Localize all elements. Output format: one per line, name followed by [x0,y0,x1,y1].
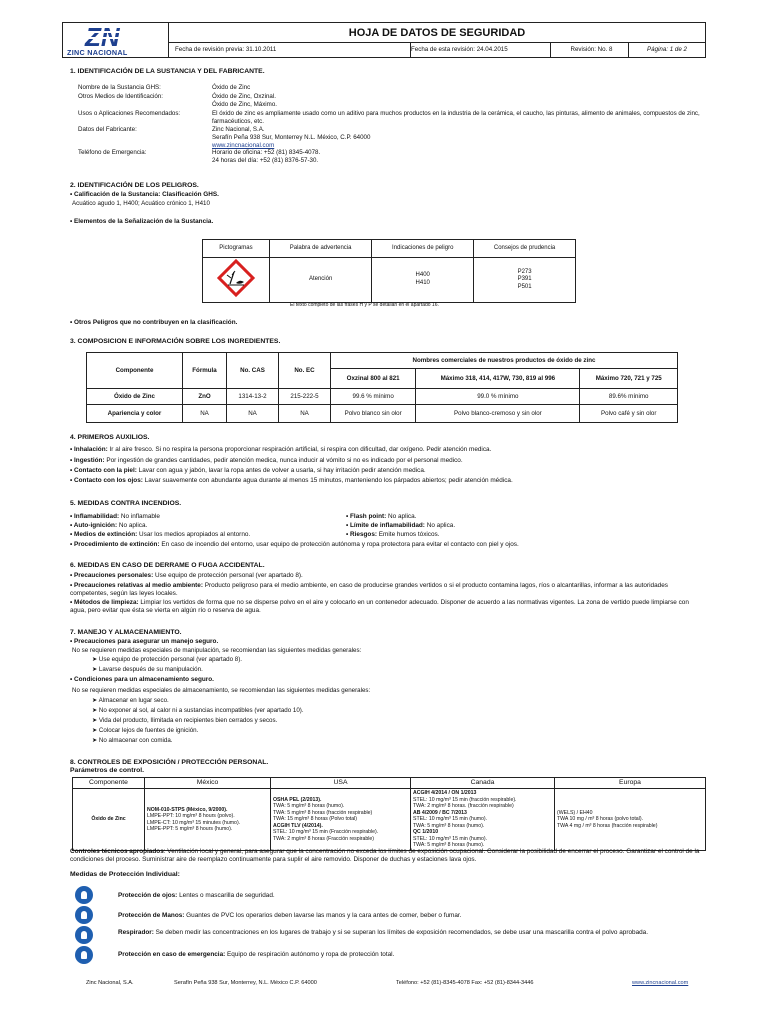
s2-classification-text: Acuático agudo 1, H400; Acuático crónico 1, H410 [72,200,210,207]
fire-item [346,531,440,539]
hazard-statements [372,258,474,303]
section-8-title: 8. CONTROLES DE EXPOSICIÓN / PROTECCIÓN PERSONAL. [70,759,269,766]
limit-line: TWA: 5 mg/m³ 8 horas (humo). [273,803,345,810]
respirator-icon [75,926,93,944]
limit-line: (WELS) / EH40 [557,809,593,816]
footer-address: Serafín Peña 938 Sur, Monterrey, N.L. México C.P. 64000 [174,980,317,986]
th-europe: Europa [555,778,706,789]
first-aid-text: Por ingestión de grandes cantidades, pedir atención medica, nunca inducir al vómito si no es indicado por el personal medico. [104,457,463,464]
section-7-title: 7. MANEJO Y ALMACENAMIENTO. [70,629,182,636]
limit-line: ACGIH 4/2014 / ON 1/2013 [413,790,477,797]
s2-bullet-classification: • Calificación de la Sustancia: Clasificación GHS. [70,191,219,199]
footer-website[interactable] [632,980,688,987]
s2-bullet-other-hazards: • Otros Peligros que no contribuyen en la clasificación. [70,319,237,327]
s1-value: Zinc Nacional, S.A. [212,126,265,133]
ppe-item [118,912,698,920]
s1-value: Óxido de Zinc, Oxzinal. [212,93,276,100]
ppe-text: Lentes o mascarilla de seguridad. [177,892,275,899]
eye-protection-icon [75,886,93,904]
limit-line: STEL: 10 mg/m³ 15 min (Fracción respirable). [273,829,379,836]
section-4-title: 4. PRIMEROS AUXILIOS. [70,434,150,441]
fire-label: Riesgos: [350,531,378,538]
limit-line: LMPE-CT: 10 mg/m³ 15 minutes (humo). [147,819,241,826]
table-cell: Polvo blanco-cremoso y sin olor [416,405,580,423]
table-cell: 99.6 % mínimo [331,389,416,405]
precautionary-statements [474,258,576,303]
hand-protection-icon [75,906,93,924]
storage-bullet: • Condiciones para un almacenamiento seguro. [70,676,214,684]
th-product-3: Máximo 720, 721 y 725 [580,369,678,389]
th-trade-names: Nombres comerciales de nuestros productos de óxido de zinc [331,353,678,369]
fire-label: Medios de extinción: [74,531,138,538]
ppe-item [118,929,698,937]
ppe-text: Guantes de PVC los operarios deben lavarse las manos y la cara antes de comer, beber o fumar. [184,912,462,919]
first-aid-item [70,446,491,454]
limit-line: STEL: 10 mg/m³ 15 min (fracción respirable). [413,796,517,803]
section-8-subtitle: Parámetros de control. [70,767,145,774]
spill-text: Producto peligroso para el medio ambiente, en caso de producirse grandes vertidos o si el producto contamina lagos, ríos o alcantarillas, informar a las autoridades competentes, según las leyes locales. [70,582,668,597]
th-formula: Fórmula [183,353,227,389]
storage-item: ➤ Colocar lejos de fuentes de ignición. [92,727,198,735]
limit-line: ACGIH TLV (4/2014). [273,822,323,829]
fire-text: No aplica. [424,522,456,529]
technical-controls-text: : Ventilación local y general, para asegurar que la concentración no exceda los límites de exposición ocupacional. Considerar la posibilidad de encerrar el proceso. Garantizar el control de la condiciones del proceso. Suministrar aire de reemplazo continuamente para suplir el aire removido. Disponer de duchas y estaciones lava ojos. [70,848,700,863]
hazard-label-table [202,239,576,303]
limit-line: TWA: 2 mg/m³ 8 horas (Fracción respirable) [273,835,374,842]
first-aid-label: Ingestión: [74,457,105,464]
first-aid-label: Contacto con los ojos: [74,477,143,484]
s2-bullet-labeling: • Elementos de la Señalización de la Sustancia. [70,218,213,226]
precaution-code: P273 [517,268,532,275]
th-product-1: Oxzinal 800 al 821 [331,369,416,389]
limit-line: STEL: 10 mg/m³ 15 min (humo). [413,816,488,823]
fire-label: Procedimiento de extinción: [74,541,160,548]
th-canada: Canada [411,778,555,789]
precaution-code: P501 [517,283,532,290]
ghs-pictogram-cell [203,258,270,303]
fire-text: No inflamable [119,513,160,520]
footer-phones: Teléfono: +52 (81)-8345-4078 Fax: +52 (81)-8344-3446 [396,980,534,986]
fire-item [346,513,416,521]
fire-text: Emite humos tóxicos. [377,531,440,538]
page-number: Página: 1 de 2 [647,46,687,53]
ppe-label: Respirador: [118,929,154,936]
fire-label: Límite de inflamabilidad: [350,522,425,529]
handling-text: No se requieren medidas especiales de manipulación, se recomiendan las siguientes medidas generales: [72,647,362,654]
table-cell: 1314-13-2 [227,389,279,405]
first-aid-text: Lavar suavemente con abundante agua durante al menos 15 minutos, manteniendo los párpados abiertos; pedir atención médica. [142,477,513,484]
table-cell: Polvo café y sin olor [580,405,678,423]
limit-line: AB 4/2009 / BC 7/2013 [413,809,467,816]
hazard-code: H410 [415,279,430,286]
fire-item [70,531,250,539]
limit-line: LMPE-PPT: 10 mg/m³ 8 hours (polvo). [147,813,235,820]
page-title: HOJA DE DATOS DE SEGURIDAD [169,23,705,43]
section-1-title: 1. IDENTIFICACIÓN DE LA SUSTANCIA Y DEL FABRICANTE. [70,68,265,75]
fire-item [70,541,519,549]
s1-value: Óxido de Zinc, Máximo. [212,101,277,108]
fire-label: Auto-ignición: [73,522,118,529]
limit-line: TWA 4 mg / m³ 8 horas (fracción respirable) [557,822,658,829]
limit-line: TWA: 5 mg/m³ 8 horas (fracción respirable) [273,809,373,816]
s1-key: Teléfono de Emergencia: [78,149,147,156]
s1-value: Horario de oficina: +52 (81) 8345-4078. [212,149,321,156]
limit-line: NOM-010-STPS (México, 9/2000). [147,806,228,813]
fire-text: No aplica. [386,513,417,520]
limit-line: TWA: 5 mg/m³ 8 horas (humo). [413,822,485,829]
technical-controls [70,848,710,864]
storage-item: ➤ No almacenar con comida. [92,737,173,745]
limit-line: QC 1/2010 [413,829,439,836]
limit-line: STEL: 10 mg/m³ 15 min (humo). [413,835,488,842]
storage-item: ➤ Almacenar en lugar seco. [92,697,169,705]
ppe-item [118,951,698,959]
table-cell: NA [227,405,279,423]
document-header [62,22,706,58]
mexico-limits [145,789,271,851]
table-cell: Óxido de Zinc [87,389,183,405]
fire-item [70,522,147,530]
emergency-protection-icon [75,946,93,964]
table-cell: NA [279,405,331,423]
company-name: ZINC NACIONAL [67,48,128,57]
fire-label: Flash point: [350,513,387,520]
s1-value: 24 horas del día: +52 (81) 8376-57-30. [212,157,319,164]
handling-bullet: • Precauciones para asegurar un manejo seguro. [70,638,218,646]
handling-item: ➤ Lavarse después de su manipulación. [92,666,203,674]
fire-item [70,513,160,521]
th-mexico: México [145,778,271,789]
composition-table [86,352,678,423]
spill-label: Métodos de limpieza: [74,599,139,606]
table-cell: Polvo blanco sin olor [331,405,416,423]
handling-item: ➤ Use equipo de protección personal (ver apartado 8). [92,656,242,664]
ppe-label: Protección de Manos: [118,912,185,919]
section-5-title: 5. MEDIDAS CONTRA INCENDIOS. [70,500,182,507]
table-cell: Óxido de Zinc [73,789,145,851]
section-3-title: 3. COMPOSICION E INFORMACIÓN SOBRE LOS INGREDIENTES. [70,338,281,345]
limit-line: TWA: 15 mg/m³ 8 horas (Polvo total) [273,816,357,823]
ppe-text: Se deben medir las concentraciones en los lugares de trabajo y si se superan los límites de exposición recomendados, se debe usar una mascarilla contra el polvo aprobada. [153,929,649,936]
spill-label: Precauciones personales: [74,572,154,579]
fire-text: No aplica. [117,522,148,529]
website-link-text[interactable]: www.zincnacional.com [212,142,275,149]
fire-text: En caso de incendio del entorno, usar equipo de protección autónoma y ropa protectora para evitar el contacto con piel y ojos. [159,541,519,548]
europe-limits [555,789,706,851]
table-cell: Apariencia y color [87,405,183,423]
limit-line: TWA: 2 mg/m³ 8 horas. (fracción respirable) [413,803,514,810]
ppe-label: Protección en caso de emergencia: [118,951,226,958]
fire-label: Inflamabilidad: [74,513,120,520]
th-ec: No. EC [279,353,331,389]
th-usa: USA [271,778,411,789]
storage-text: No se requieren medidas especiales de almacenamiento, se recomiendan las siguientes medidas generales: [72,687,371,694]
limit-line: LMPE-PPT: 5 mg/m³ 8 hours (humo). [147,826,233,833]
s1-value: Óxido de Zinc [212,84,251,91]
th-precaution: Consejos de prudencia [474,240,576,258]
canada-limits [411,789,555,851]
th-signal-word: Palabra de advertencia [269,240,371,258]
zn-logo-icon [63,23,167,49]
first-aid-item [70,477,513,485]
storage-item: ➤ No exponer al sol, al calor ni a sustancias incompatibles (ver apartado 10). [92,707,304,715]
ppe-label: Protección de ojos: [118,892,178,899]
table-cell: 99.0 % mínimo [416,389,580,405]
spill-label: Precauciones relativas al medio ambiente: [74,582,203,589]
limit-line: TWA: 5 mg/m³ 8 horas (humo). [413,842,485,849]
limit-line: TWA 10 mg / m³ 8 horas (polvo total). [557,816,644,823]
th-pictogram: Pictogramas [203,240,270,258]
first-aid-item [70,467,426,475]
storage-item: ➤ Vida del producto, Ilimitada en recipientes bien cerrados y secos. [92,717,277,725]
usa-limits [271,789,411,851]
first-aid-label: Inhalación: [74,446,108,453]
th-component: Componente [73,778,145,789]
s1-key: Usos o Aplicaciones Recomendados: [78,110,181,117]
footer-company: Zinc Nacional, S.A. [86,980,134,986]
th-hazard: Indicaciones de peligro [372,240,474,258]
th-product-2: Máximo 318, 414, 417W, 730, 819 al 996 [416,369,580,389]
logo-box [63,23,169,57]
ppe-title: Medidas de Protección Individual: [70,871,180,878]
first-aid-text: Lavar con agua y jabón, lavar la ropa antes de volver a usarla, si hay irritación pedir atención medica. [136,467,426,474]
spill-item [70,572,303,580]
table-cell: ZnO [183,389,227,405]
first-aid-text: Ir al aire fresco. Si no respira la persona proporcionar respiración artificial, si respira con dificultad, dar oxígeno. Pedir atención medica. [107,446,492,453]
footer-website-link[interactable]: www.zincnacional.com [632,980,689,986]
s1-key: Nombre de la Sustancia GHS: [78,84,161,91]
this-revision-date: Fecha de esta revisión: 24.04.2015 [411,43,551,57]
fire-text: Usar los medios apropiados al entorno. [137,531,251,538]
first-aid-item [70,457,463,465]
spill-item [70,582,706,598]
ppe-item [118,892,698,900]
th-cas: No. CAS [227,353,279,389]
first-aid-label: Contacto con la piel: [74,467,137,474]
limit-line: OSHA PEL (2/2013). [273,796,322,803]
prev-revision-date: Fecha de revisión previa: 31.10.2011 [175,43,411,57]
table-cell: 215-222-5 [279,389,331,405]
signal-word: Atención [269,258,371,303]
fire-item [346,522,455,530]
hazard-code: H400 [415,272,430,279]
environment-hazard-icon [216,258,256,298]
precaution-code: P391 [517,276,532,282]
s1-value: Serafín Peña 938 Sur, Monterrey N.L. México, C.P. 64000 [212,134,371,141]
technical-controls-label: Controles técnicos apropiados [70,848,164,855]
spill-item [70,599,706,615]
exposure-limits-table [72,777,706,851]
section-6-title: 6. MEDIDAS EN CASO DE DERRAME O FUGA ACCIDENTAL. [70,562,265,569]
s1-key: Datos del Fabricante: [78,126,137,133]
table-cell: 89.6% mínimo [580,389,678,405]
spill-text: Limpiar los vertidos de forma que no se disperse polvo en el aire y colocarlo en un contenedor adecuado. Disponer de acuerdo a las normativas vigentes. La zona de vertido puede limpiarse con agua, pero evitar que ésta se vierta en algún río o reserva de agua. [70,599,689,614]
logo-mark: ZN [85,23,120,49]
table-cell: NA [183,405,227,423]
s1-key: Otros Medios de Identificación: [78,93,163,100]
hazard-table-note: El texto completo de las frases H y P se detallan en el apartado 16. [290,302,439,308]
th-component: Componente [87,353,183,389]
s1-value: El óxido de zinc es ampliamente usado como un aditivo para muchos productos en la industria de la cerámica, el caucho, las pinturas, alimento de animales, compuestos de zinc, farmacéuticos, etc. [212,110,700,125]
revision-number: Revisión: No. 8 [555,43,629,57]
section-2-title: 2. IDENTIFICACIÓN DE LOS PELIGROS. [70,182,199,189]
ppe-text: Equipo de respiración autónomo y ropa de protección total. [225,951,395,958]
spill-text: Use equipo de protección personal (ver apartado 8). [153,572,303,579]
